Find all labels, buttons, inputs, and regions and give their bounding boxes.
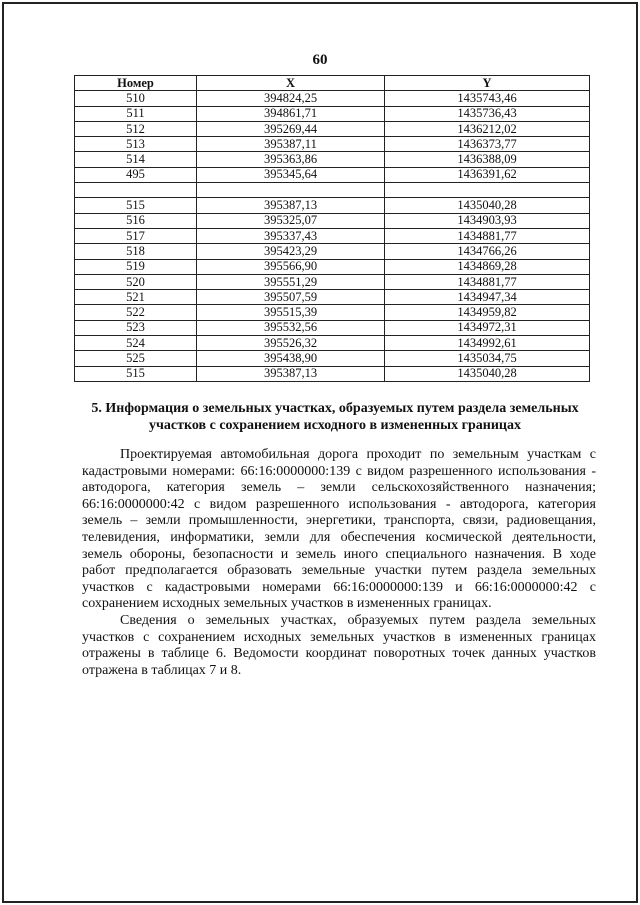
cell-x: 395423,29 xyxy=(197,244,385,259)
table-row xyxy=(75,213,590,228)
cell-x: 395566,90 xyxy=(197,259,385,274)
cell-number xyxy=(75,183,197,198)
cell-number: 516 xyxy=(75,213,197,228)
table-row xyxy=(75,351,590,366)
cell-y: 1434881,77 xyxy=(385,274,590,289)
cell-y xyxy=(385,183,590,198)
table-row xyxy=(75,183,590,198)
cell-x: 394861,71 xyxy=(197,106,385,121)
cell-number: 522 xyxy=(75,305,197,320)
cell-y: 1435743,46 xyxy=(385,91,590,106)
section-heading-line: участков с сохранением исходного в измененных границах xyxy=(149,418,521,433)
cell-number: 520 xyxy=(75,274,197,289)
cell-y: 1434972,31 xyxy=(385,320,590,335)
paragraph: Проектируемая автомобильная дорога проходит по земельным участкам с кадастровыми номерами: 66:16:0000000:139 с видом разрешенного использования - автодорога, категория земель – земли сельскохозяйственного назначения; 66:16:0000000:42 с видом разрешенного использования - автодорога, категория земель – земли промышленности, энергетики, транспорта, связи, радиовещания, телевидения, информатики, земли для обеспечения космической деятельности, земель обороны, безопасности и земель иного специального назначения. В ходе работ предполагается образовать земельные участки путем раздела земельных участков с кадастровыми номерами 66:16:0000000:139 и 66:16:0000000:42 с сохранением исходных земельных участков в измененных границах. xyxy=(82,447,596,612)
cell-x: 395507,59 xyxy=(197,290,385,305)
table-row xyxy=(75,259,590,274)
cell-number: 524 xyxy=(75,336,197,351)
cell-y: 1435040,28 xyxy=(385,366,590,381)
cell-x xyxy=(197,183,385,198)
cell-y: 1435034,75 xyxy=(385,351,590,366)
cell-y: 1434766,26 xyxy=(385,244,590,259)
header-y: Y xyxy=(385,76,590,91)
cell-x: 395337,43 xyxy=(197,228,385,243)
cell-x: 395363,86 xyxy=(197,152,385,167)
cell-x: 395515,39 xyxy=(197,305,385,320)
table-row xyxy=(75,137,590,152)
table-header-row xyxy=(75,76,590,91)
header-number: Номер xyxy=(75,76,197,91)
cell-y: 1434903,93 xyxy=(385,213,590,228)
table-row xyxy=(75,305,590,320)
table-row xyxy=(75,91,590,106)
table-row xyxy=(75,106,590,121)
cell-y: 1436388,09 xyxy=(385,152,590,167)
cell-x: 395438,90 xyxy=(197,351,385,366)
cell-number: 515 xyxy=(75,198,197,213)
cell-x: 395532,56 xyxy=(197,320,385,335)
cell-x: 395387,13 xyxy=(197,198,385,213)
cell-y: 1434881,77 xyxy=(385,228,590,243)
cell-number: 518 xyxy=(75,244,197,259)
table-row xyxy=(75,244,590,259)
coordinates-table xyxy=(74,75,590,382)
cell-x: 395551,29 xyxy=(197,274,385,289)
cell-x: 395387,11 xyxy=(197,137,385,152)
table-row xyxy=(75,121,590,136)
table-row xyxy=(75,274,590,289)
paragraph: Сведения о земельных участках, образуемых путем раздела земельных участков с сохранением исходных земельных участков в измененных границах отражены в таблице 6. Ведомости координат поворотных точек данных участков отражена в таблицах 7 и 8. xyxy=(82,612,596,678)
cell-number: 513 xyxy=(75,137,197,152)
cell-y: 1435736,43 xyxy=(385,106,590,121)
section-heading xyxy=(70,400,600,434)
table-row xyxy=(75,320,590,335)
cell-y: 1434869,28 xyxy=(385,259,590,274)
cell-y: 1434947,34 xyxy=(385,290,590,305)
cell-number: 515 xyxy=(75,366,197,381)
cell-number: 511 xyxy=(75,106,197,121)
table-body xyxy=(75,91,590,382)
header-x: X xyxy=(197,76,385,91)
cell-y: 1436373,77 xyxy=(385,137,590,152)
cell-number: 510 xyxy=(75,91,197,106)
cell-y: 1435040,28 xyxy=(385,198,590,213)
table-row xyxy=(75,336,590,351)
cell-x: 395387,13 xyxy=(197,366,385,381)
table-row xyxy=(75,167,590,182)
cell-y: 1436212,02 xyxy=(385,121,590,136)
cell-y: 1436391,62 xyxy=(385,167,590,182)
cell-number: 523 xyxy=(75,320,197,335)
cell-x: 394824,25 xyxy=(197,91,385,106)
cell-number: 514 xyxy=(75,152,197,167)
cell-number: 519 xyxy=(75,259,197,274)
cell-number: 525 xyxy=(75,351,197,366)
cell-number: 517 xyxy=(75,228,197,243)
cell-number: 495 xyxy=(75,167,197,182)
page-number: 60 xyxy=(312,52,328,68)
cell-x: 395526,32 xyxy=(197,336,385,351)
cell-x: 395269,44 xyxy=(197,121,385,136)
cell-x: 395325,07 xyxy=(197,213,385,228)
table-row xyxy=(75,290,590,305)
table-row xyxy=(75,198,590,213)
cell-number: 512 xyxy=(75,121,197,136)
table-row xyxy=(75,152,590,167)
cell-y: 1434959,82 xyxy=(385,305,590,320)
section-body xyxy=(82,447,596,679)
cell-x: 395345,64 xyxy=(197,167,385,182)
section-heading-line: 5. Информация о земельных участках, образуемых путем раздела земельных xyxy=(91,401,579,416)
cell-number: 521 xyxy=(75,290,197,305)
table-row xyxy=(75,366,590,381)
table-row xyxy=(75,228,590,243)
cell-y: 1434992,61 xyxy=(385,336,590,351)
